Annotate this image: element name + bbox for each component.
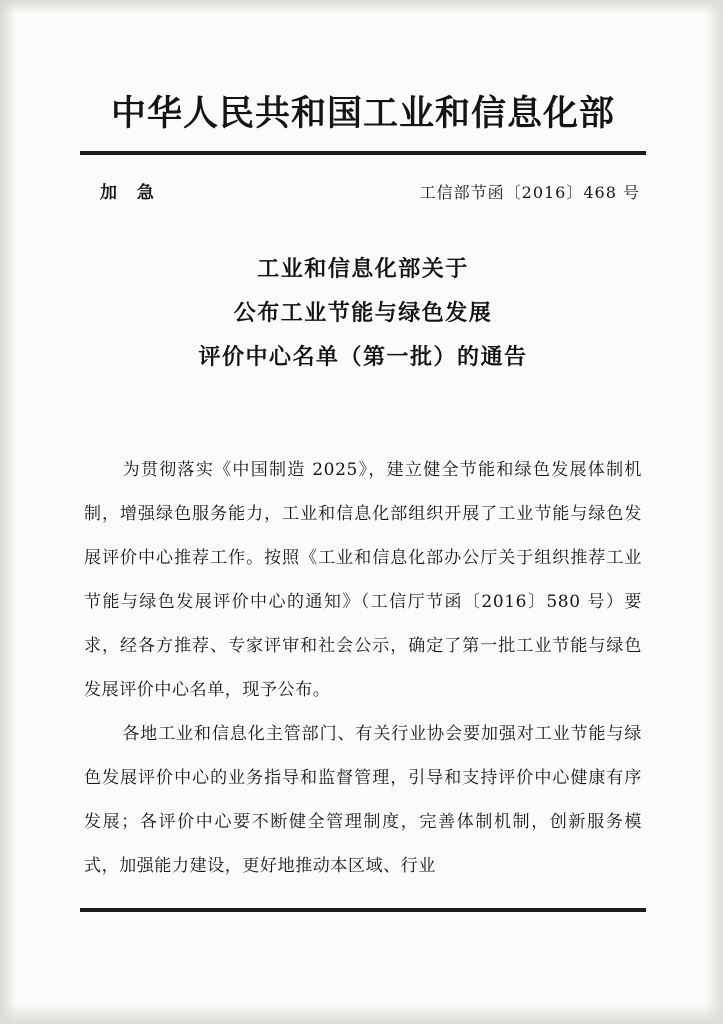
title-line-1: 工业和信息化部关于 [257, 256, 469, 282]
document-meta-row [78, 178, 648, 204]
paragraph-1-text: 为贯彻落实《中国制造 2025》，建立健全节能和绿色发展体制机制，增强绿色服务能力，工业和信息化部组织开展了工业节能与绿色发展评价中心推荐工作。按照《工业和信息化部办公厅关于组织推荐工业节能与绿色发展评价中心的通知》（工信厅节函〔2016〕580 号）要求，经各方推荐、专家评审和社会公示，确定了第一批工业节能与绿色发展评价中心名单，现予公布。 [84, 460, 642, 700]
paragraph-2-text: 各地工业和信息化主管部门、有关行业协会要加强对工业节能与绿色发展评价中心的业务指导和监督管理，引导和支持评价中心健康有序发展；各评价中心要不断健全管理制度，完善体制机制，创新服务模式，加强能力建设，更好地推动本区域、行业 [84, 724, 642, 876]
document-number: 工信部节函〔2016〕468 号 [419, 183, 640, 202]
document-title [78, 247, 648, 379]
document-masthead: 中华人民共和国工业和信息化部 [110, 93, 615, 134]
document-content [78, 0, 648, 1024]
footer-rule-bottom [80, 908, 646, 912]
document-body [84, 448, 642, 888]
header-rule-top [80, 151, 646, 155]
title-line-2: 公布工业节能与绿色发展 [233, 300, 493, 326]
urgency-label: 加 急 [100, 183, 161, 203]
body-paragraph-2 [84, 712, 642, 888]
scan-edge-left [0, 0, 16, 1024]
title-line-3: 评价中心名单（第一批）的通告 [198, 344, 528, 370]
body-paragraph-1 [84, 448, 642, 712]
scan-edge-right [705, 0, 723, 1024]
